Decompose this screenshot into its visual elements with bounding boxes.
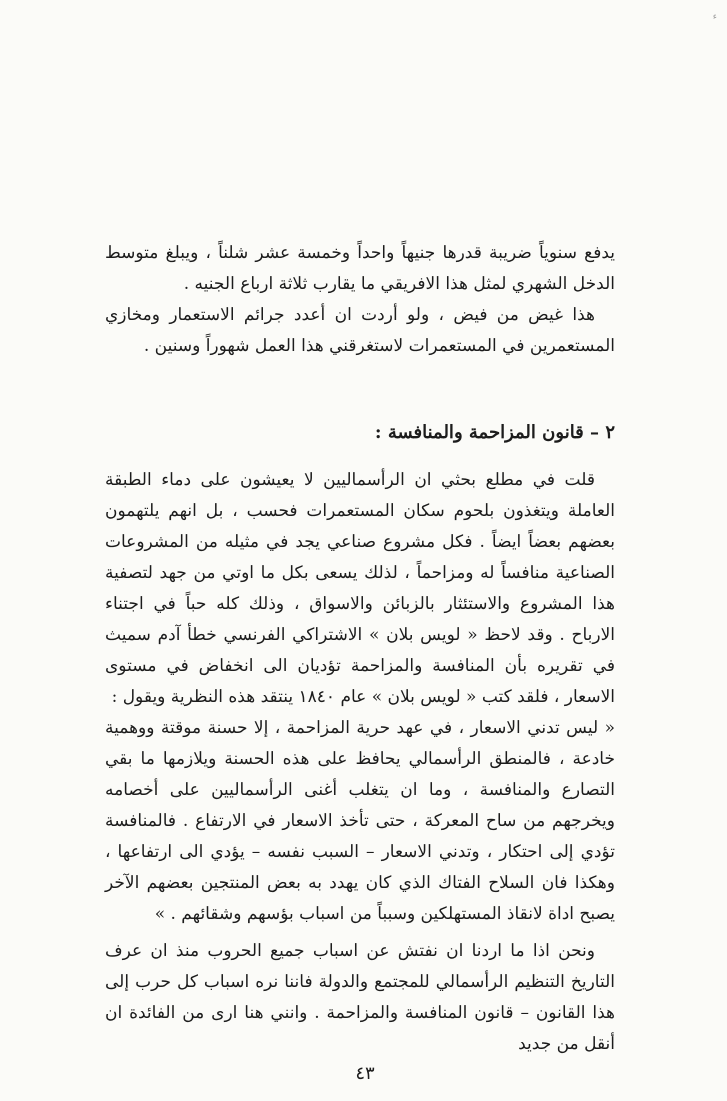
corner-mark: ء: [712, 12, 717, 22]
quotation-paragraph: « ليس تدني الاسعار ، في عهد حرية المزاحمة ، إلا حسنة موقتة ووهمية خادعة ، فالمنطق الرأسمالي يحافظ على هذه الحسنة ويلازمها ما بقي التصارع والمنافسة ، وما ان يتغلب أغنى الرأسماليين على أخصامه ويخرجهم من ساح المعركة ، حتى تأخذ الاسعار في الارتفاع . فالمنافسة تؤدي إلى احتكار ، وتدني الاسعار – السبب نفسه – يؤدي الى ارتفاعها ، وهكذا فان السلاح الفتاك الذي كان يهدد به بعض المنتجين بعضهم الآخر يصبح اداة لانقاذ المستهلكين وسبباً من اسباب بؤسهم وشقائهم . »: [105, 718, 615, 924]
paragraph: يدفع سنوياً ضريبة قدرها جنيهاً واحداً وخمسة عشر شلناً ، ويبلغ متوسط الدخل الشهري لمثل هذا الافريقي ما يقارب ثلاثة ارباع الجنيه .: [105, 243, 615, 294]
paragraph: هذا غيض من فيض ، ولو أردت ان أعدد جرائم الاستعمار ومخازي المستعمرين في المستعمرات لاستغرقني هذا العمل شهوراً وسنين .: [105, 305, 615, 356]
paragraph: قلت في مطلع بحثي ان الرأسماليين لا يعيشون على دماء الطبقة العاملة ويتغذون بلحوم سكان المستعمرات فحسب ، بل انهم يلتهمون بعضهم بعضاً ايضاً . فكل مشروع صناعي يجد في مثيله من المشروعات الصناعية منافساً له ومزاحماً ، لذلك يسعى بكل ما اوتي من جهد لتصفية هذا المشروع والاستئثار بالزبائن والاسواق ، وذلك كله حباً في اجتناء الارباح . وقد لاحظ « لويس بلان » الاشتراكي الفرنسي خطأ آدم سميث في تقريره بأن المنافسة والمزاحمة تؤديان الى انخفاض في مستوى الاسعار ، فلقد كتب « لويس بلان » عام ١٨٤٠ ينتقد هذه النظرية ويقول :: [105, 470, 615, 707]
main-text-section: [105, 465, 615, 1060]
paragraph: ونحن اذا ما اردنا ان نفتش عن اسباب جميع الحروب منذ ان عرف التاريخ التنظيم الرأسمالي للمجتمع والدولة فاننا نره اسباب كل حرب إلى هذا القانون – قانون المنافسة والمزاحمة . وانني هنا ارى من الفائدة ان أنقل من جديد: [105, 941, 615, 1054]
section-heading: ٢ – قانون المزاحمة والمنافسة :: [374, 422, 615, 443]
top-text-section: [105, 238, 615, 362]
page-number: ٤٣: [355, 1063, 375, 1084]
